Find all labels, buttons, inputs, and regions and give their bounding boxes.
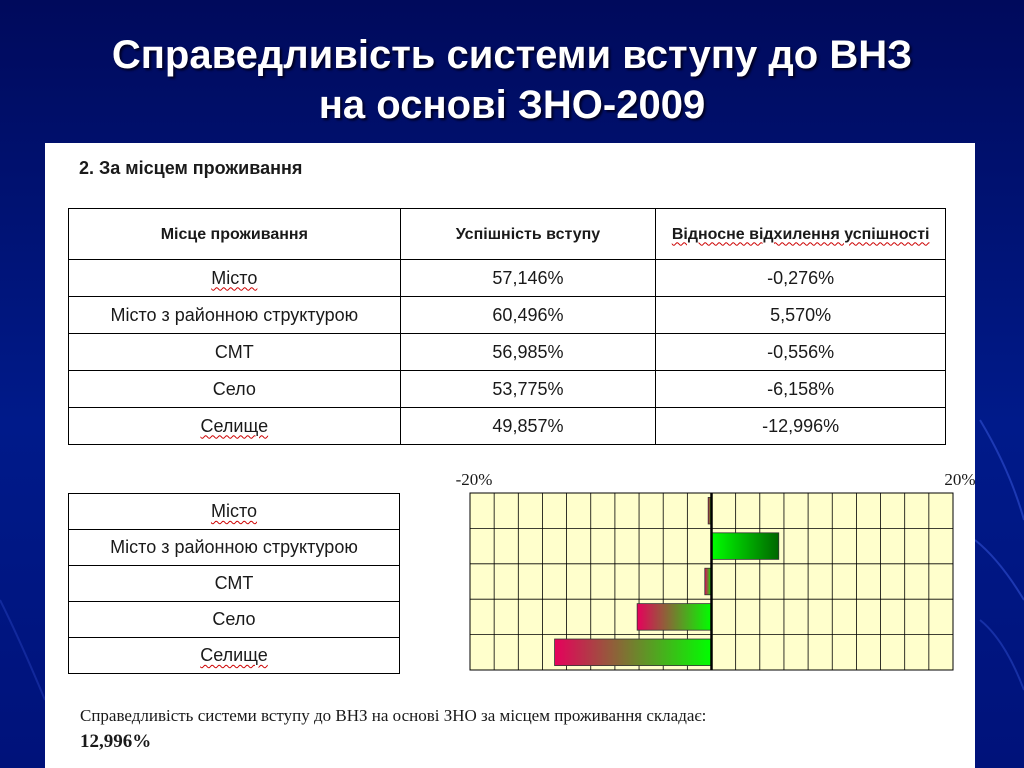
chart-category-table (68, 493, 400, 674)
chart-category-row (69, 602, 400, 638)
chart-category-label: СМТ (69, 566, 400, 602)
chart-category-row (69, 638, 400, 674)
table-cell: -0,556% (656, 334, 946, 371)
slide-title (0, 30, 1024, 130)
table-cell: 53,775% (400, 371, 656, 408)
table-header-cell: Місце проживання (69, 209, 401, 260)
chart-tick-label-min: -20% (455, 470, 493, 489)
deviation-bar-chart (400, 463, 976, 678)
chart-bar (712, 533, 779, 560)
chart-tick-label-max: 20% (944, 470, 976, 489)
table-row (69, 408, 946, 445)
table-row (69, 334, 946, 371)
table-cell: 5,570% (656, 297, 946, 334)
chart-category-row (69, 530, 400, 566)
chart-category-label: Село (69, 602, 400, 638)
chart-bar (555, 639, 712, 666)
table-cell: 60,496% (400, 297, 656, 334)
table-cell: -12,996% (656, 408, 946, 445)
slide-title-line-1: Справедливість системи вступу до ВНЗ (111, 33, 913, 77)
table-row (69, 260, 946, 297)
summary-note: Справедливість системи вступу до ВНЗ на основі ЗНО за місцем проживання складає: (80, 706, 707, 725)
table-header-cell: Успішність вступу (400, 209, 656, 260)
table-cell: 57,146% (400, 260, 656, 297)
chart-category-label: Місто з районною структурою (69, 530, 400, 566)
table-cell: Селище (69, 408, 401, 445)
table-cell: 56,985% (400, 334, 656, 371)
table-cell: Село (69, 371, 401, 408)
section-heading: 2. За місцем проживання (79, 158, 303, 178)
table-cell: 49,857% (400, 408, 656, 445)
table-cell: -6,158% (656, 371, 946, 408)
table-header-row (69, 209, 946, 260)
chart-bar (637, 604, 711, 631)
summary-value: 12,996% (80, 731, 152, 752)
chart-category-row (69, 494, 400, 530)
content-panel (45, 143, 975, 768)
table-cell: Місто з районною структурою (69, 297, 401, 334)
table-cell: -0,276% (656, 260, 946, 297)
chart-category-label: Місто (69, 494, 400, 530)
table-row (69, 371, 946, 408)
slide-title-line-2: на основі ЗНО-2009 (318, 83, 706, 127)
table-row (69, 297, 946, 334)
chart-category-row (69, 566, 400, 602)
statistics-table (68, 208, 946, 445)
table-cell: Місто (69, 260, 401, 297)
table-cell: СМТ (69, 334, 401, 371)
table-header-cell: Відносне відхилення успішності (656, 209, 946, 260)
chart-category-label: Селище (69, 638, 400, 674)
